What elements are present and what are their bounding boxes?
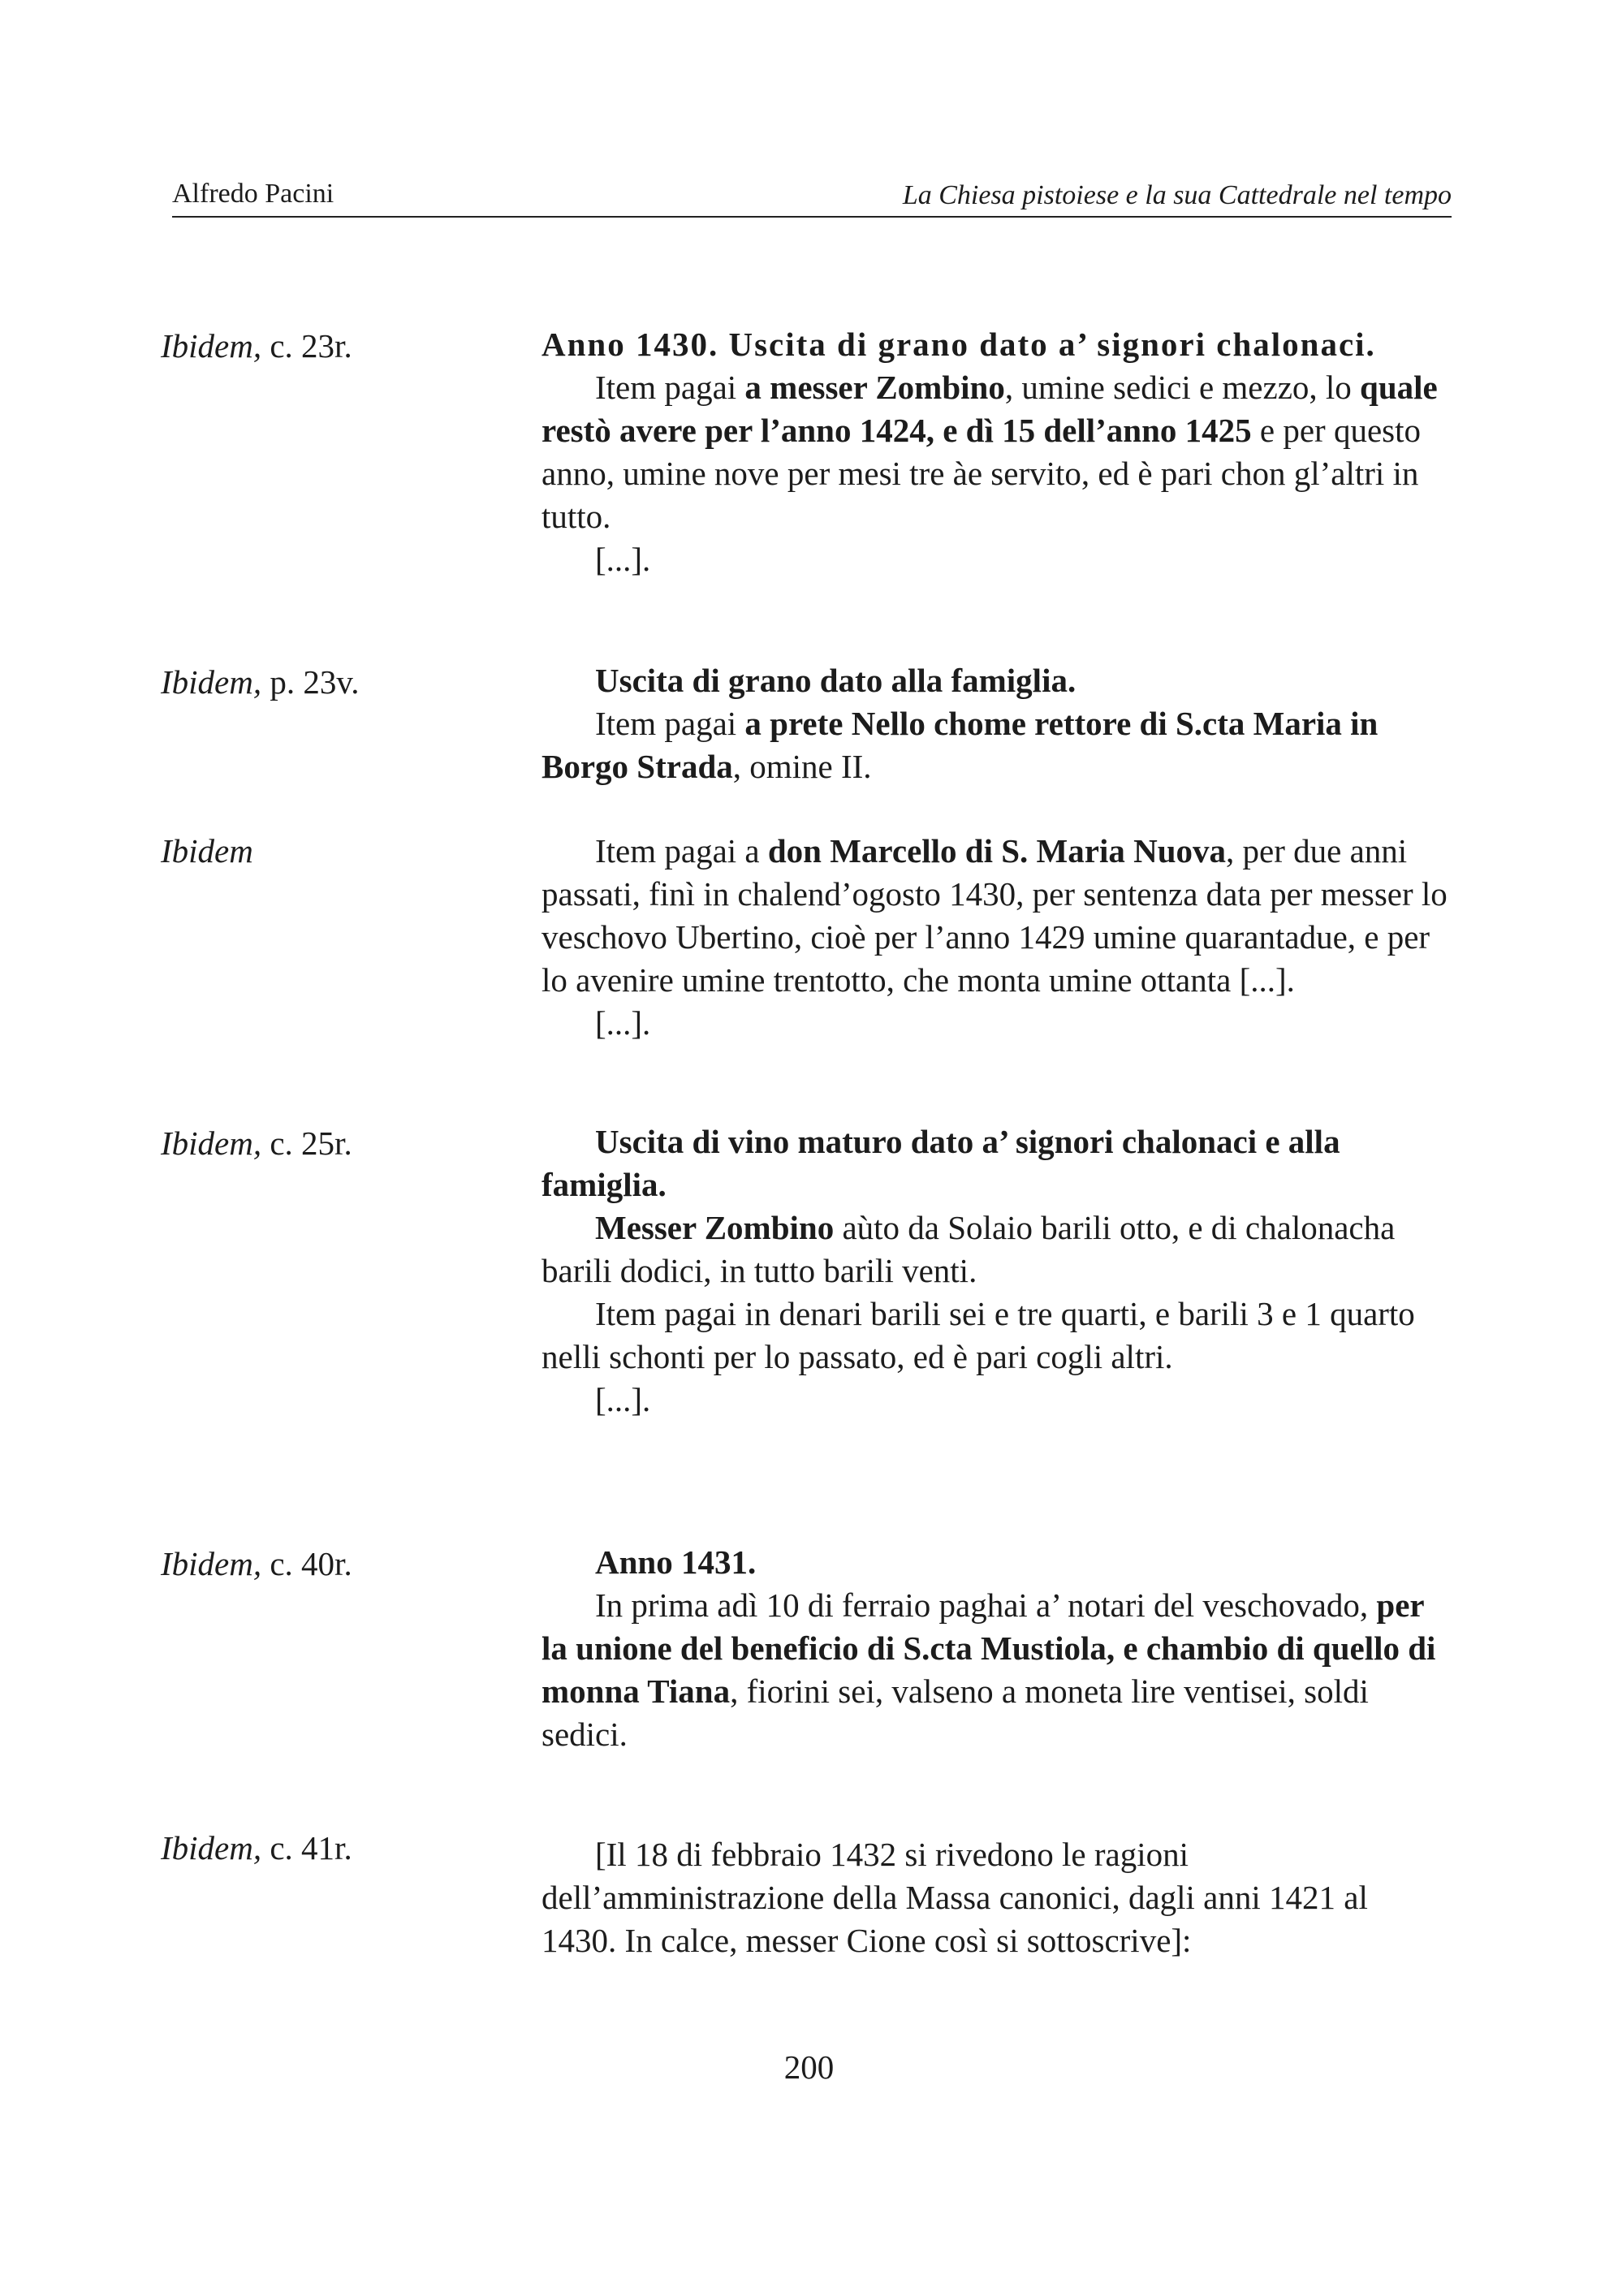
entry-body — [541, 830, 1451, 1045]
ellipsis: [...]. — [595, 1381, 651, 1418]
bold-run: Messer Zombino — [595, 1209, 835, 1246]
entry-heading: Anno 1431. — [595, 1543, 757, 1581]
header-author: Alfredo Pacini — [172, 179, 334, 209]
ellipsis: [...]. — [595, 1004, 651, 1042]
ref-ibidem: Ibidem, — [161, 663, 262, 701]
text-run: In prima adì 10 di ferraio paghai a’ notari del veschovado, — [595, 1586, 1377, 1624]
entry-ref — [161, 831, 253, 870]
entry-paragraph — [541, 830, 1451, 1002]
entry-body — [541, 659, 1451, 788]
entry-paragraph — [541, 366, 1451, 538]
text-run: Item pagai — [595, 369, 745, 406]
entry-body — [541, 1541, 1451, 1756]
ref-folio: c. 40r. — [270, 1545, 352, 1582]
text-run: aùto da Solaio barili otto, e di chalonacha barili dodici, in tutto barili venti. — [541, 1209, 1396, 1289]
running-header — [172, 172, 1452, 218]
entry-ref — [161, 662, 359, 701]
ref-ibidem: Ibidem, — [161, 1124, 262, 1162]
entry-body — [541, 1833, 1451, 1962]
entry-heading: Uscita di grano dato alla famiglia. — [595, 662, 1077, 699]
ref-ibidem: Ibidem, — [161, 1545, 262, 1582]
ref-folio: c. 23r. — [270, 327, 352, 365]
text-run: , omine II. — [732, 748, 872, 785]
bold-run: a messer Zombino — [744, 369, 1005, 406]
bold-run: a prete Nello chome rettore di S.cta Maria in Borgo Strada — [541, 705, 1379, 785]
header-title: La Chiesa pistoiese e la sua Cattedrale nel tempo — [902, 180, 1452, 210]
ref-ibidem: Ibidem — [161, 832, 253, 870]
entry-body — [541, 1120, 1451, 1422]
text-run: , umine sedici e mezzo, lo — [1004, 369, 1361, 406]
ref-folio: c. 41r. — [270, 1829, 352, 1867]
text-run: Item pagai — [595, 705, 745, 742]
ref-folio: p. 23v. — [270, 663, 360, 701]
text-run: Item pagai a — [595, 832, 768, 870]
entry-paragraph — [541, 1206, 1451, 1293]
text-run: , fiorini sei, valseno a moneta lire ventisei, soldi sedici. — [541, 1672, 1369, 1753]
entry-paragraph: Item pagai in denari barili sei e tre quarti, e barili 3 e 1 quarto nelli schonti per lo passato, ed è pari cogli altri. — [541, 1295, 1415, 1375]
entry-ref — [161, 1124, 352, 1163]
text-run: e per questo anno, umine nove per mesi tre àe servito, ed è pari chon gl’altri in tutto. — [541, 412, 1421, 535]
entry-ref — [161, 1544, 352, 1583]
entry-heading: Anno 1430. Uscita di grano dato a’ signori chalonaci. — [541, 326, 1376, 363]
text-run: , per due anni passati, finì in chalend’ogosto 1430, per sentenza data per messer lo veschovo Ubertino, cioè per l’anno 1429 umine quarantadue, e per lo avenire umine trentotto, che monta umine ottanta [...]. — [541, 832, 1448, 999]
entry-paragraph — [541, 702, 1451, 788]
ref-ibidem: Ibidem, — [161, 327, 262, 365]
entry-ref — [161, 1828, 352, 1867]
bold-run: don Marcello di S. Maria Nuova — [767, 832, 1227, 870]
ellipsis: [...]. — [595, 541, 651, 578]
page-number: 200 — [783, 2048, 835, 2086]
entry-heading: Uscita di vino maturo dato a’ signori chalonaci e alla famiglia. — [541, 1123, 1340, 1203]
ref-ibidem: Ibidem, — [161, 1829, 262, 1867]
entry-paragraph — [541, 1584, 1451, 1756]
entry-paragraph: [Il 18 di febbraio 1432 si rivedono le ragioni dell’amministrazione della Massa canonici, dagli anni 1421 al 1430. In calce, messer Cione così si sottoscrive]: — [541, 1836, 1368, 1959]
entry-ref — [161, 326, 352, 365]
entry-body — [541, 323, 1451, 581]
ref-folio: c. 25r. — [270, 1124, 352, 1162]
bold-run: per la unione del beneficio di S.cta Mustiola, e chambio di quello di monna Tiana — [541, 1586, 1436, 1710]
bold-run: quale restò avere per l’anno 1424, e dì 15 dell’anno 1425 — [541, 369, 1438, 449]
